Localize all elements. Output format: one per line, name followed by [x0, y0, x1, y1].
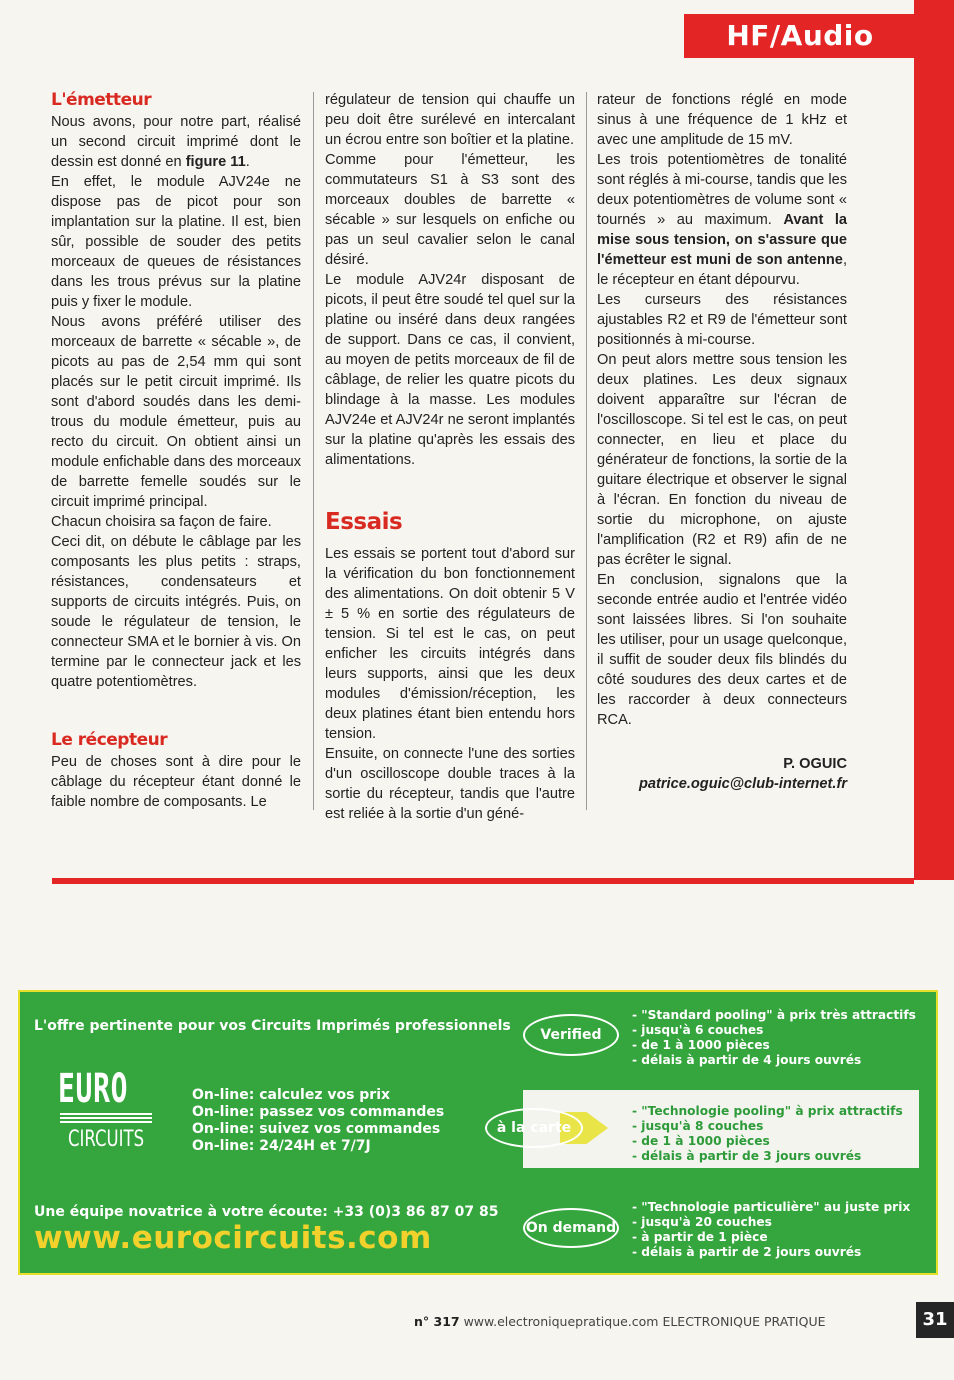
on-demand-badge: On demand: [523, 1208, 619, 1248]
paragraph: Nous avons préféré utiliser des morceaux de barrette « sécable », de picots au pas de 2,54 mm qui sont placés sur le petit circuit imprimé. Ils sont d'abord soudés dans les demi-trous du module émetteur, puis au recto du circuit. On obtient ainsi un module enfichable dans des morceaux de barrette femelle soudés sur le circuit imprimé principal.: [51, 314, 301, 510]
paragraph: régulateur de tension qui chauffe un peu doit être surélevé en intercalant un écrou entre son boîtier et la platine.: [325, 92, 575, 148]
paragraph: Nous avons, pour notre part, réalisé un second circuit imprimé dont le dessin est donné en figure 11.: [51, 114, 301, 170]
section-title-recepteur: Le récepteur: [51, 730, 168, 750]
a-la-carte-badge: à la carte: [485, 1108, 583, 1148]
ad-tagline: L'offre pertinente pour vos Circuits Imprimés professionnels: [34, 1018, 511, 1034]
issue-number: n° 317: [414, 1314, 460, 1329]
column-divider: [313, 92, 314, 810]
page-footer: [414, 1314, 826, 1329]
column-divider: [586, 92, 587, 810]
eurocircuits-logo: EURO CIRCUITS: [58, 1067, 168, 1157]
page-number: 31: [916, 1302, 954, 1338]
author-email[interactable]: patrice.oguic@club-internet.fr: [638, 776, 847, 792]
paragraph: Les trois potentiomètres de tonalité sont réglés à mi-course, tandis que les deux potentiomètres de volume sont « tournés » au maximum. Avant la mise sous tension, on s'assure que l'émetteur est muni de son antenne, le récepteur en étant dépourvu.: [597, 152, 848, 288]
right-red-bar: [914, 0, 954, 880]
paragraph: Ceci dit, on débute le câblage par les composants les plus petits : straps, résistances, condensateurs et supports de circuits intégrés. Puis, on soude le régulateur de tension, le connecteur SMA et le bornier à vis. On termine par le connecteur jack et les quatre potentiomètres.: [51, 534, 301, 690]
section-tag: HF/Audio: [684, 14, 916, 58]
bold-warning: Avant la mise sous tension, on s'assure que l'émetteur est muni de son antenne: [597, 212, 848, 268]
footer-site: www.electroniquepratique.com ELECTRONIQUE PRATIQUE: [459, 1314, 826, 1329]
ad-url[interactable]: www.eurocircuits.com: [34, 1220, 432, 1256]
ad-contact: Une équipe novatrice à votre écoute: +33 (0)3 86 87 07 85: [34, 1204, 499, 1220]
eurocircuits-ad: [18, 990, 938, 1275]
verified-badge: Verified: [523, 1014, 619, 1056]
online-list: On-line: calculez vos prix On-line: passez vos commandes On-line: suivez vos commandes On-line: 24/24H et 7/7J: [192, 1087, 445, 1154]
horizontal-rule: [52, 878, 914, 884]
features-on-demand: - "Technologie particulière" au juste prix - jusqu'à 20 couches - à partir de 1 pièce - délais à partir de 2 jours ouvrés: [632, 1200, 911, 1259]
column-1: [51, 90, 301, 812]
paragraph: Le module AJV24r disposant de picots, il peut être soudé tel quel sur la platine ou inséré dans deux rangées de support. Dans ce cas, il convient, au moyen de petits morceaux de fil de câblage, de relier les quatre picots du blindage à la masse. Les modules AJV24e et AJV24r ne seront implantés sur la platine qu'après les essais des alimentations.: [325, 272, 575, 468]
paragraph: Comme pour l'émetteur, les commutateurs S1 à S3 sont des morceaux doubles de barrette « sécable » sur lesquels on enfiche ou pas un seul cavalier selon le canal désiré.: [325, 152, 575, 268]
section-title-emetteur: L'émetteur: [51, 90, 152, 110]
features-a-la-carte: - "Technologie pooling" à prix attractifs - jusqu'à 8 couches - de 1 à 1000 pièces - délais à partir de 3 jours ouvrés: [632, 1104, 903, 1163]
paragraph: Les essais se portent tout d'abord sur la vérification du bon fonctionnement des alimentations. On doit obtenir 5 V ± 5 % en sortie des régulateurs de tension. Si tel est le cas, on peut enficher les circuits intégrés dans leurs supports, ainsi que les deux modules d'émission/réception, les deux platines étant bien entendu hors tension.: [325, 546, 575, 742]
features-verified: - "Standard pooling" à prix très attractifs - jusqu'à 6 couches - de 1 à 1000 pièces - délais à partir de 4 jours ouvrés: [632, 1008, 916, 1067]
figure-ref: figure 11: [185, 154, 246, 170]
paragraph: rateur de fonctions réglé en mode sinus à une fréquence de 1 kHz et avec une amplitude de 15 mV.: [597, 92, 847, 148]
paragraph: Ensuite, on connecte l'une des sorties d'un oscilloscope double traces à la sortie du récepteur, tandis que l'autre est reliée à la sortie d'un géné-: [325, 746, 575, 822]
author-name: P. OGUIC: [783, 756, 847, 772]
column-3: [597, 90, 847, 794]
column-2: [325, 90, 575, 824]
paragraph: En effet, le module AJV24e ne dispose pas de picot pour son implantation sur la platine. Il est, bien sûr, possible de souder des petits morceaux de queues de résistances dans les trous prévus sur la platine puis y fixer le module.: [51, 174, 301, 310]
paragraph: Peu de choses sont à dire pour le câblage du récepteur étant donné le faible nombre de composants. Le: [51, 754, 301, 810]
paragraph: Chacun choisira sa façon de faire.: [51, 514, 272, 530]
paragraph: On peut alors mettre sous tension les deux platines. Les deux signaux doivent apparaître sur l'écran de l'oscilloscope. Si tel est le cas, on peut connecter, en lieu et place du générateur de fonctions, la sortie de la guitare électrique et observer le signal à l'écran. En fonction du niveau de sortie du microphone, on ajuste l'amplification (R2 et R9) afin de ne pas écrêter le signal.: [597, 352, 847, 568]
section-title-essais: Essais: [325, 509, 403, 535]
paragraph: Les curseurs des résistances ajustables R2 et R9 de l'émetteur sont positionnés à mi-course.: [597, 292, 847, 348]
paragraph: En conclusion, signalons que la seconde entrée audio et l'entrée vidéo sont laissées libres. Si l'on souhaite les utiliser, pour un usage quelconque, il suffit de souder deux fils blindés du côté soudures des deux cartes et de les raccorder à deux connecteurs RCA.: [597, 572, 847, 728]
